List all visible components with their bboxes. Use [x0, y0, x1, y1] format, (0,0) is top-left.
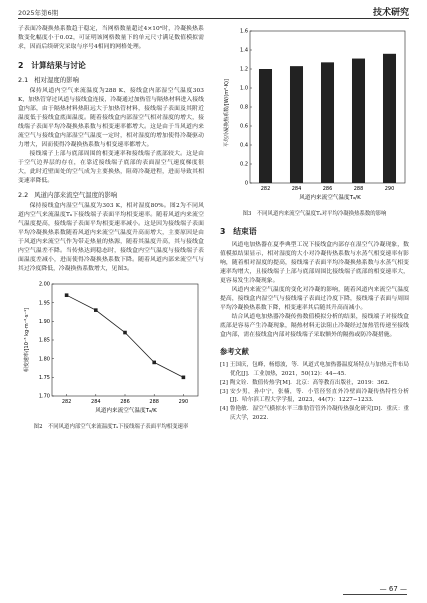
page-number: — 67 — — [379, 585, 407, 593]
figure-2-x-tick-label: 282 — [61, 399, 72, 405]
figure-3-x-tick-label: 282 — [260, 186, 271, 192]
figure-2-axes — [52, 284, 198, 396]
section-2-1-number: 2.1 — [18, 76, 29, 84]
figure-3-bar — [259, 69, 272, 183]
figure-2-ticks — [39, 282, 188, 405]
section-2-2-heading — [18, 190, 204, 199]
figure-2-y-tick-label: 1.95 — [38, 300, 50, 307]
figure-3-bar — [383, 54, 396, 183]
figure-2 — [18, 278, 204, 431]
section-3-heading: 3 结束语 — [220, 227, 257, 236]
figure-3-y-tick-label: 0.8 — [240, 104, 248, 111]
figure-2-x-tick-label: 288 — [149, 399, 159, 405]
figure-3-x-tick-label: 284 — [291, 186, 302, 192]
figure-3-y-tick-label: 0.2 — [240, 161, 248, 168]
figure-3-x-axis-label: 风道内来流空气温度Tₐ/K — [299, 195, 361, 201]
figure-3-y-tick-label: 0 — [244, 180, 248, 187]
figure-2-y-tick-label: 1.85 — [38, 337, 50, 344]
section-2-heading: 2 计算结果与讨论 — [18, 61, 86, 70]
figure-2-data-point — [123, 331, 127, 335]
header-divider — [18, 18, 409, 19]
conclusion-paragraph-3: 结合风道电加热器冷凝传热数值模拟分析的结果，接线端子对接线盒底部是容易产生冷凝现象，隔热材料无法阻止冷凝经过加热管传递至接线盒内部，需在接线盒内部对接线端子采取额外的隔热或防冷凝措施。 — [220, 314, 409, 338]
figure-3-bar — [290, 66, 303, 183]
figure-3-x-tick-label: 286 — [322, 186, 333, 192]
reference-item: [1] 王国庆，包峰，杨德波，等．风道式电加热器温度场特点与加热元件布局优化[J]．工业加热，2021，50(12)：44−45. — [220, 362, 409, 377]
figure-2-data-point — [182, 376, 186, 380]
figure-3-x-tick-label: 290 — [384, 186, 395, 192]
figure-3-x-tick-label: 288 — [353, 186, 364, 192]
issue-label: 2025年第6期 — [18, 9, 59, 17]
figure-2-data-point — [65, 293, 69, 297]
figure-3-y-axis-label: 平均冷凝换热系数/[W/(m²·K)] — [224, 79, 230, 147]
figure-3-bars — [259, 54, 396, 183]
figure-3-bar — [352, 59, 365, 183]
figure-3-y-tick-label: 0.4 — [240, 142, 248, 149]
reference-item: [3] 安少男，孙中宁，张楠，等．小管径竖直外冷壁面冷凝传热特性分析[J]．哈尔滨工程大学学报，2023，44(7)：1227−1233. — [220, 388, 409, 404]
figure-2-y-tick-label: 1.70 — [38, 393, 50, 400]
figure-3-y-tick-label: 0.6 — [240, 123, 248, 130]
references-list — [220, 361, 409, 423]
figure-2-y-tick-label: 1.90 — [38, 319, 50, 326]
section-2-1-title: 相对湿度的影响 — [34, 76, 79, 84]
section-2-1-paragraph-2: 接线端子上部与底部周围的相变速率和接线端子底部较大。这是由于空气边界层的存在，在靠近接线端子底部的表面湿空气速度梯度很大，此时近壁面处的空气成为主要换热，阻碍冷凝进程，进而导致其相变速率降低。 — [18, 151, 204, 184]
figure-2-y-tick-label: 1.80 — [38, 356, 50, 363]
section-2-1-paragraph-1: 保持风道内空气来流温度为288 K、接线盒内部湿空气温度303 K，加热管穿过风道与接线盒连接，冷凝通过加热管与隔热材料进入接线盒内部，由于隔热材料热阻远大于加热管材料，接线端子表面及其附近温度低于接线盒底面温度。随着接线盒内部湿空气相对湿度的增大，接线端子表面平均冷凝换热系数与相变速率都增大。这是由于当风道内来流空气与接线盒内部湿空气温度一定时，相对湿度的增加使得冷凝驱动力增大，因而使得冷凝换热系数与相变速率都增大。 — [18, 88, 204, 148]
column-label: 技术研究 — [372, 8, 409, 18]
section-2-2-paragraph: 保持接线盒内湿空气温度为303 K，相对湿度80%。图2为不同风道内空气来流温度Tₐ下接线端子表面平均相变速率。随着风道内来流空气温度提高，接线端子表面平均相变速率减小。这是因为接线端子表面平均冷凝换热系数随着风道内来流空气温度升高而增大，主要原因是由于风道内来流空气作为带走热量的热源，随着其温度升高，其与接线盒内空气温差不降。当传热达到稳态时，接线盒内空气温度与接线端子表面温度差减小，进而使得冷凝换热系数下降。随着风道内部来流空气与其过冷度降低，冷凝换热系数增大，见图3。 — [18, 203, 204, 272]
figure-2-series — [65, 293, 185, 379]
figure-2-line-chart — [18, 278, 204, 416]
figure-2-plot-frame — [52, 284, 198, 396]
figure-2-x-axis-label: 风道内来流空气温度Tₐ/K — [95, 408, 157, 414]
figure-3-caption: 图3 不同风道内来流空气温度Tₐ对平均冷凝换热系数的影响 — [242, 211, 387, 217]
section-2-1-heading — [18, 75, 204, 84]
figure-3-bar-chart — [220, 25, 409, 203]
figure-2-y-tick-label: 1.75 — [38, 375, 50, 382]
left-column — [18, 25, 204, 431]
figure-3 — [220, 25, 409, 218]
figure-2-series-line — [67, 295, 184, 377]
right-column — [220, 25, 409, 423]
intro-paragraph: 子表面冷凝换热系数趋于稳定，当网格数量超过4×10⁶时，冷凝换热系数变化幅度小于0.02，可证明该网格数量下的单元尺寸满足数值模拟需求，因而后续研究采取与序号4相同的网格处理。 — [18, 26, 204, 50]
figure-2-data-point — [152, 361, 156, 365]
figure-3-bar — [321, 62, 334, 183]
section-2-2-title: 风道内部来流空气温度的影响 — [34, 191, 118, 199]
figure-2-data-point — [94, 308, 98, 312]
figure-3-y-tick-label: 1.4 — [240, 47, 248, 54]
figure-3-y-tick-label: 1.2 — [240, 66, 248, 73]
figure-2-x-tick-label: 284 — [91, 399, 101, 405]
figure-2-x-tick-label: 290 — [178, 399, 189, 405]
page-number-rule — [343, 594, 407, 595]
figure-2-caption: 图2 不同风道内部空气来流温度Tₐ下接线端子表面平均相变速率 — [33, 424, 189, 430]
figure-3-y-tick-label: 1.6 — [240, 28, 248, 35]
figure-2-y-axis-label: 相变速率/[10⁻⁵ kg·m⁻²·s⁻¹] — [24, 307, 30, 373]
figure-2-x-tick-label: 286 — [120, 399, 130, 405]
reference-item: [2] 陶文铨．数值传热学[M]．北京：高等教育出版社，2019：362. — [220, 379, 390, 386]
conclusion-paragraph-1: 风道电加热器在夏季典型工况下接线盒内部存在湿空气冷凝现象，数值模拟结果显示，相对湿度的大小对冷凝传热系数与水蒸气相变速率有影响，随着相对湿度的提高，接线端子表面平均冷凝换热系数与水蒸气相变速率均增大，且接线端子上部与底部周围比接线端子底部的相变速率大，更容易发生冷凝现象。 — [220, 242, 409, 284]
section-2-2-number: 2.2 — [18, 191, 29, 199]
references-heading: 参考文献 — [220, 347, 249, 356]
reference-item: [4] 鲁艳敏．湿空气横掠水平三维肋管管外冷凝传热强化研究[D]．重庆：重庆大学，2022. — [220, 406, 409, 422]
figure-3-y-tick-label: 1.0 — [240, 85, 248, 92]
conclusion-paragraph-2: 风道内来流空气温度的变化对冷凝的影响，随着风道内来流空气温度提高，接线盒内湿空气与接线端子表面过冷度下降，接线端子表面与周围平均冷凝换热系数下降，相变速率其后随其升高而减小。 — [220, 287, 409, 311]
figure-2-y-tick-label: 2.00 — [38, 281, 50, 288]
